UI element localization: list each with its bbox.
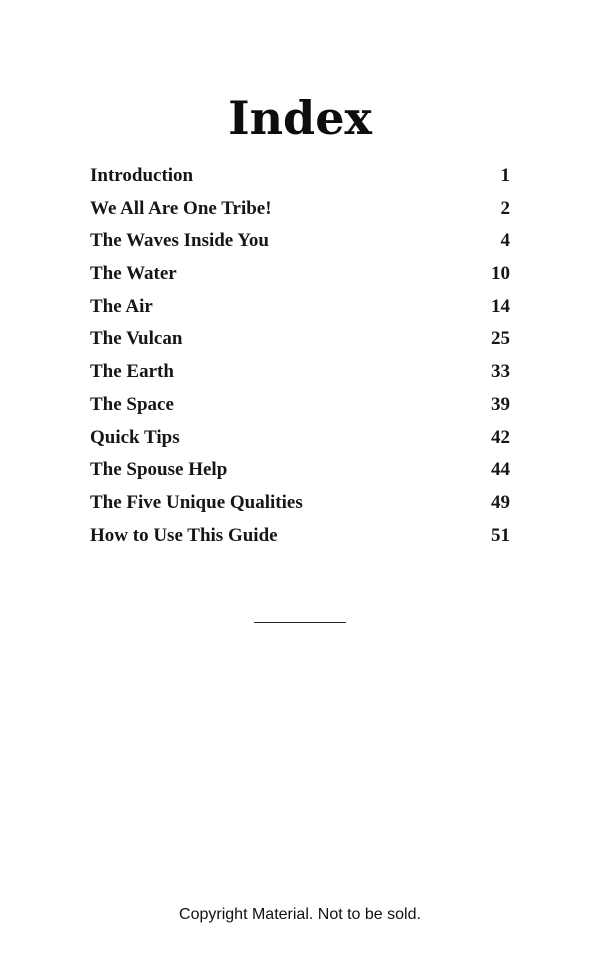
toc-entry[interactable] xyxy=(90,193,510,226)
toc-entry-title: The Vulcan xyxy=(90,328,183,350)
toc-entry-page-number: 14 xyxy=(491,295,510,317)
toc-entry-title: The Waves Inside You xyxy=(90,230,269,252)
toc-entry[interactable] xyxy=(90,487,510,520)
toc-entry-title: The Air xyxy=(90,295,153,317)
toc-entry[interactable] xyxy=(90,160,510,193)
toc-entry-title: The Five Unique Qualities xyxy=(90,491,303,513)
toc-entry-page-number: 4 xyxy=(500,230,510,252)
toc-entry-page-number: 39 xyxy=(491,393,510,415)
toc-entry-title: The Water xyxy=(90,263,177,285)
toc-entry-page-number: 51 xyxy=(491,524,510,546)
toc-entry-page-number: 44 xyxy=(491,459,510,481)
toc-entry-title: The Space xyxy=(90,393,174,415)
toc-entry[interactable] xyxy=(90,454,510,487)
page-title: Index xyxy=(228,91,372,145)
toc-entry-title: The Spouse Help xyxy=(90,459,228,481)
toc-entry-page-number: 42 xyxy=(491,426,510,448)
toc-entry-page-number: 25 xyxy=(491,328,510,350)
toc-entry-title: How to Use This Guide xyxy=(90,524,278,546)
toc-entry[interactable] xyxy=(90,422,510,455)
section-divider xyxy=(254,622,346,623)
toc-entry[interactable] xyxy=(90,225,510,258)
toc-entry[interactable] xyxy=(90,291,510,324)
copyright-notice: Copyright Material. Not to be sold. xyxy=(179,906,421,923)
toc-entry-title: Introduction xyxy=(90,165,194,186)
toc-entry[interactable] xyxy=(90,389,510,422)
toc-entry[interactable] xyxy=(90,258,510,291)
toc-entry-page-number: 2 xyxy=(500,197,510,219)
table-of-contents xyxy=(90,160,510,552)
toc-entry-title: The Earth xyxy=(90,361,174,383)
toc-entry-page-number: 49 xyxy=(491,491,510,513)
toc-entry-page-number: 10 xyxy=(491,263,510,285)
toc-entry[interactable] xyxy=(90,323,510,356)
toc-entry[interactable] xyxy=(90,520,510,553)
toc-entry[interactable] xyxy=(90,356,510,389)
toc-entry-page-number: 33 xyxy=(491,361,510,383)
toc-entry-title: We All Are One Tribe! xyxy=(90,197,272,219)
toc-entry-title: Quick Tips xyxy=(90,426,180,448)
toc-entry-page-number: 1 xyxy=(500,165,510,186)
